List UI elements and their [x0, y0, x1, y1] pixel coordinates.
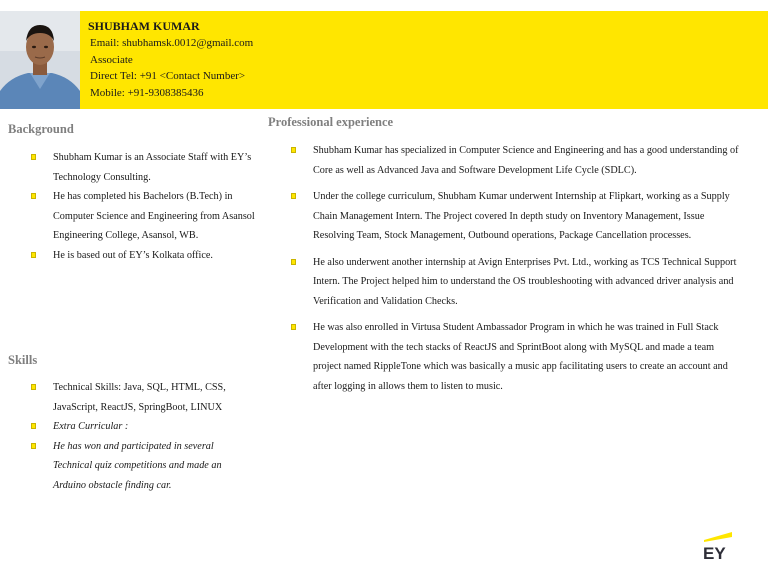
- list-item: He was also enrolled in Virtusa Student Ambassador Program in which he was trained in Full Stack Development with the tech stacks of ReactJS and SprintBoot along with MySQL and made a team project named RippleTone which was basically a music app facilitating users to create an account and after logging in allows them to listen to music.: [291, 318, 743, 396]
- bullet-icon: [31, 193, 36, 199]
- bullet-icon: [31, 423, 36, 429]
- ey-logo-icon: [702, 528, 734, 562]
- mobile-line: Mobile: +91-9308385436: [90, 87, 204, 99]
- bullet-icon: [291, 324, 296, 330]
- bullet-icon: [31, 443, 36, 449]
- list-item: Under the college curriculum, Shubham Kumar underwent Internship at Flipkart, working as a Supply Chain Management Intern. The Project covered In depth study on Inventory Management, Issue Resolving Team, Stock Management, Outbound operations, Package Cancellation processes.: [291, 187, 743, 246]
- bullet-icon: [291, 193, 296, 199]
- profile-photo: [0, 11, 80, 109]
- direct-tel-line: Direct Tel: +91 <Contact Number>: [90, 70, 246, 82]
- portrait-illustration: [0, 11, 80, 109]
- bullet-icon: [31, 154, 36, 160]
- list-item: Shubham Kumar has specialized in Computer Science and Engineering and has a good understanding of Core as well as Advanced Java and Software Development Life Cycle (SDLC).: [291, 141, 743, 180]
- bullet-icon: [31, 384, 36, 390]
- experience-title: Professional experience: [268, 115, 394, 129]
- email-line: Email: shubhamsk.0012@gmail.com: [90, 37, 254, 49]
- bullet-icon: [31, 252, 36, 258]
- list-item: He has won and participated in several Technical quiz competitions and made an Arduino obstacle finding car.: [31, 437, 241, 496]
- list-item: He also underwent another internship at Avign Enterprises Pvt. Ltd., working as TCS Technical Support Intern. The Project helped him to understand the OS troubleshooting with advanced driver analysis and Verification and Validation Checks.: [291, 253, 743, 312]
- list-item: He is based out of EY’s Kolkata office.: [31, 246, 271, 266]
- svg-text:EY: EY: [703, 544, 726, 562]
- background-list: [31, 148, 271, 265]
- experience-list: [291, 141, 743, 403]
- ey-logo: [702, 528, 734, 562]
- role-line: Associate: [90, 54, 133, 66]
- person-name: SHUBHAM KUMAR: [88, 19, 200, 33]
- background-title: Background: [8, 122, 74, 136]
- list-item: Shubham Kumar is an Associate Staff with EY’s Technology Consulting.: [31, 148, 271, 187]
- skills-title: Skills: [8, 353, 38, 367]
- skills-list: [31, 378, 241, 495]
- bullet-icon: [291, 259, 296, 265]
- bullet-icon: [291, 147, 296, 153]
- list-item: Technical Skills: Java, SQL, HTML, CSS, JavaScript, ReactJS, SpringBoot, LINUX: [31, 378, 241, 417]
- header-band: [80, 11, 768, 109]
- list-item: He has completed his Bachelors (B.Tech) in Computer Science and Engineering from Asansol Engineering College, Asansol, WB.: [31, 187, 271, 246]
- list-item: Extra Curricular :: [31, 417, 241, 437]
